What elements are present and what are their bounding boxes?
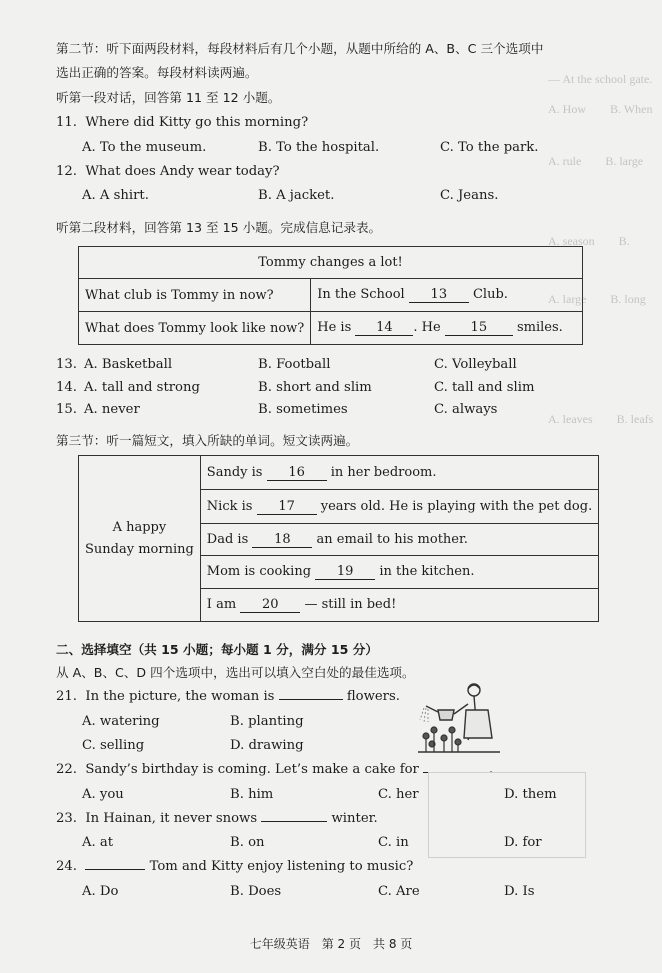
table-row1-question: What club is Tommy in now? [79, 279, 311, 312]
q15-number: 15. [56, 402, 77, 417]
q11-option-c: C. To the park. [440, 140, 539, 155]
q12-option-c: C. Jeans. [440, 188, 499, 203]
section3-intro: 第三节：听一篇短文，填入所缺的单词。短文读两遍。 [56, 433, 359, 448]
q14-option-b: B. short and slim [258, 380, 372, 395]
question-24: 24. Tom and Kitty enjoy listening to music? [56, 859, 414, 874]
blank-16: 16 [267, 465, 327, 481]
dialog2-intro: 听第二段材料，回答第 13 至 15 小题。完成信息记录表。 [56, 220, 382, 235]
q12-option-b: B. A jacket. [258, 188, 335, 203]
table-left-title: A happy Sunday morning [79, 456, 201, 622]
blank-14: 14 [355, 320, 413, 336]
q22-option-a: A. you [82, 787, 124, 802]
q22-option-b: B. him [230, 787, 274, 802]
blank-23 [261, 821, 327, 822]
q23-option-b: B. on [230, 835, 265, 850]
row-20: I am 20 — still in bed! [200, 589, 598, 622]
tommy-info-table [78, 246, 583, 345]
q24-option-d: D. Is [504, 884, 535, 899]
dialog1-intro: 听第一段对话，回答第 11 至 12 小题。 [56, 90, 281, 105]
blank-15: 15 [445, 320, 513, 336]
sunday-morning-table [78, 455, 599, 622]
table-title: Tommy changes a lot! [79, 247, 583, 279]
question-23: 23. In Hainan, it never snows winter. [56, 811, 378, 826]
row-16: Sandy is 16 in her bedroom. [200, 456, 598, 490]
q24-option-c: C. Are [378, 884, 420, 899]
question-12 [56, 163, 280, 181]
part2-instruction: 从 A、B、C、D 四个选项中，选出可以填入空白处的最佳选项。 [56, 665, 415, 680]
q22-option-d: D. them [504, 787, 557, 802]
question-number: 12. [56, 164, 77, 179]
question-21: 21. In the picture, the woman is flowers. [56, 689, 400, 704]
blank-24 [85, 869, 145, 870]
q21-option-a: A. watering [82, 714, 160, 729]
q24-option-a: A. Do [82, 884, 119, 899]
row-19: Mom is cooking 19 in the kitchen. [200, 556, 598, 589]
q23-option-d: D. for [504, 835, 542, 850]
q11-option-a: A. To the museum. [82, 140, 207, 155]
bleed-through-box [428, 772, 586, 858]
q15-option-c: C. always [434, 402, 498, 417]
q15-option-a: A. never [84, 402, 140, 417]
question-number: 11. [56, 115, 77, 130]
section2-intro-line2: 选出正确的答案。每段材料读两遍。 [56, 65, 258, 80]
table-row1-answer: In the School 13 Club. [311, 279, 583, 312]
q23-option-a: A. at [82, 835, 114, 850]
page-footer: 七年级英语 第 2 页 共 8 页 [249, 937, 413, 951]
blank-19: 19 [315, 564, 375, 580]
question-11 [56, 114, 308, 132]
q21-option-c: C. selling [82, 738, 145, 753]
bleed-through-text: A. rule B. large [548, 154, 644, 168]
q23-option-c: C. in [378, 835, 409, 850]
bleed-through-text: A. season B. [548, 234, 630, 248]
part2-heading: 二、选择填空（共 15 小题；每小题 1 分，满分 15 分） [56, 642, 378, 657]
bleed-through-text: — At the school gate. [548, 72, 653, 86]
q21-option-b: B. planting [230, 714, 304, 729]
table-row2-answer: He is 14 . He 15 smiles. [311, 312, 583, 345]
question-text: Where did Kitty go this morning? [85, 115, 309, 130]
blank-13: 13 [409, 287, 469, 303]
q13-option-c: C. Volleyball [434, 357, 517, 372]
q22-option-c: C. her [378, 787, 419, 802]
q13-number: 13. [56, 357, 77, 372]
woman-watering-flowers-picture [416, 680, 504, 760]
q14-number: 14. [56, 380, 77, 395]
q11-option-b: B. To the hospital. [258, 140, 380, 155]
q14-option-a: A. tall and strong [84, 380, 200, 395]
table-row2-question: What does Tommy look like now? [79, 312, 311, 345]
q21-option-d: D. drawing [230, 738, 304, 753]
q14-option-c: C. tall and slim [434, 380, 535, 395]
blank-18: 18 [252, 532, 312, 548]
blank-17: 17 [257, 499, 317, 515]
q13-option-b: B. Football [258, 357, 331, 372]
section2-intro-line1: 第二节：听下面两段材料，每段材料后有几个小题，从题中所给的 A、B、C 三个选项中 [56, 41, 544, 56]
blank-21 [279, 699, 343, 700]
q24-option-b: B. Does [230, 884, 282, 899]
q13-option-a: A. Basketball [84, 357, 173, 372]
bleed-through-text: A. large B. long [548, 292, 646, 306]
question-22: 22. Sandy’s birthday is coming. Let’s make a cake for . [56, 762, 494, 777]
bleed-through-text: A. leaves B. leafs [548, 412, 654, 426]
q15-option-b: B. sometimes [258, 402, 348, 417]
row-18: Dad is 18 an email to his mother. [200, 524, 598, 556]
q12-option-a: A. A shirt. [82, 188, 149, 203]
row-17: Nick is 17 years old. He is playing with the pet dog. [200, 490, 598, 524]
question-text: What does Andy wear today? [85, 164, 280, 179]
blank-20: 20 [240, 597, 300, 613]
bleed-through-text: A. How B. When [548, 102, 653, 116]
